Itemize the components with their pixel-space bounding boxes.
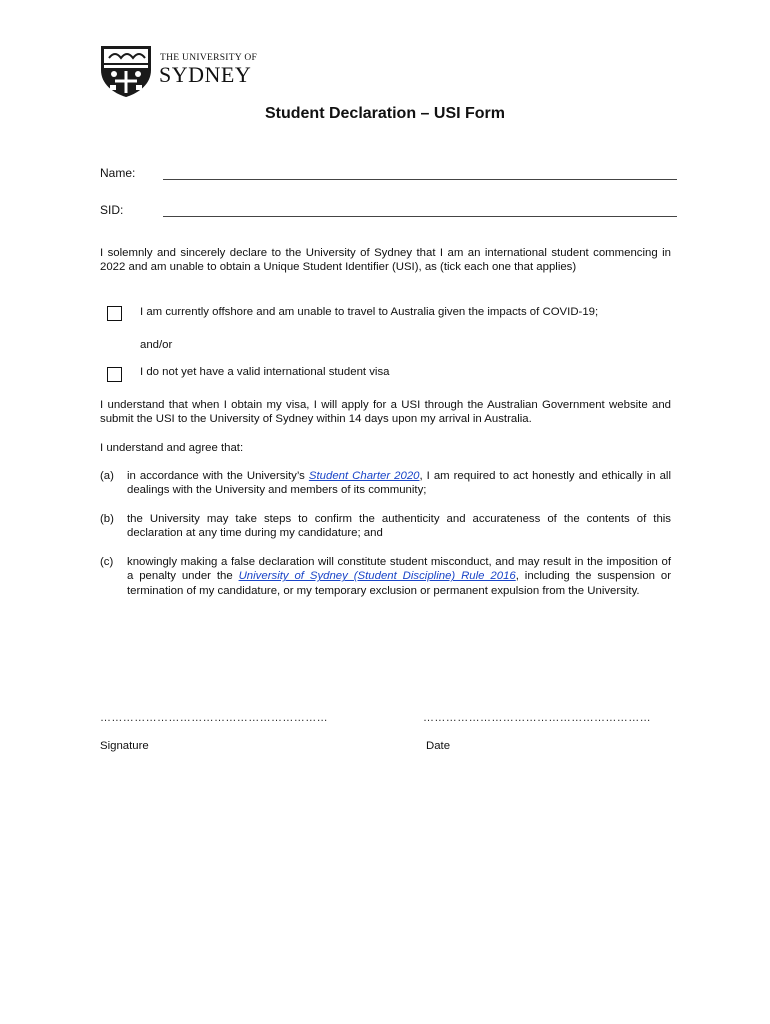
no-visa-checkbox[interactable]: [107, 367, 122, 382]
university-crest-icon: [99, 44, 153, 98]
name-label: Name:: [100, 166, 136, 180]
date-line[interactable]: ……………………………………………………: [423, 712, 651, 724]
date-label: Date: [426, 740, 451, 752]
item-marker: (a): [100, 470, 114, 482]
item-text: in accordance with the University’s Student Charter 2020, I am required to act honestly and ethically in all dealings with the University and members of its community;: [127, 470, 671, 497]
offshore-checkbox[interactable]: [107, 306, 122, 321]
university-name-large: SYDNEY: [159, 62, 252, 87]
item-text: knowingly making a false declaration will constitute student misconduct, and may result in the imposition of a penalty under the University of Sydney (Student Discipline) Rule 2016, including the suspension or termination of my candidature, or my temporary exclusion or permanent expulsion from the University.: [127, 556, 671, 597]
discipline-rule-link[interactable]: University of Sydney (Student Discipline) Rule 2016: [238, 570, 516, 583]
and-or-text: and/or: [140, 339, 173, 351]
offshore-option-label: I am currently offshore and am unable to travel to Australia given the impacts of COVID-19;: [140, 306, 599, 318]
item-text: the University may take steps to confirm the authenticity and accurateness of the contents of this declaration at any time during my candidature; and: [127, 513, 671, 540]
sid-field-line[interactable]: [163, 216, 677, 217]
name-field-line[interactable]: [163, 179, 677, 180]
item-marker: (c): [100, 556, 114, 568]
declaration-text: I solemnly and sincerely declare to the University of Sydney that I am an international student commencing in 2022 and am unable to obtain a Unique Student Identifier (USI), as (tick each one that applies): [100, 247, 671, 274]
form-title: Student Declaration – USI Form: [264, 105, 506, 122]
item-marker: (b): [100, 513, 114, 525]
signature-line[interactable]: ……………………………………………………: [100, 712, 328, 724]
no-visa-option-label: I do not yet have a valid international student visa: [140, 366, 390, 378]
signature-label: Signature: [100, 740, 149, 752]
university-logo: [99, 44, 279, 98]
visa-understanding-text: I understand that when I obtain my visa, I will apply for a USI through the Australian Government website and submit the USI to the University of Sydney within 14 days upon my arrival in Australia.: [100, 399, 671, 426]
student-charter-link[interactable]: Student Charter 2020: [308, 470, 420, 482]
sid-label: SID:: [100, 203, 124, 217]
university-name-small: THE UNIVERSITY OF: [160, 53, 258, 63]
agree-intro-text: I understand and agree that:: [100, 442, 244, 454]
